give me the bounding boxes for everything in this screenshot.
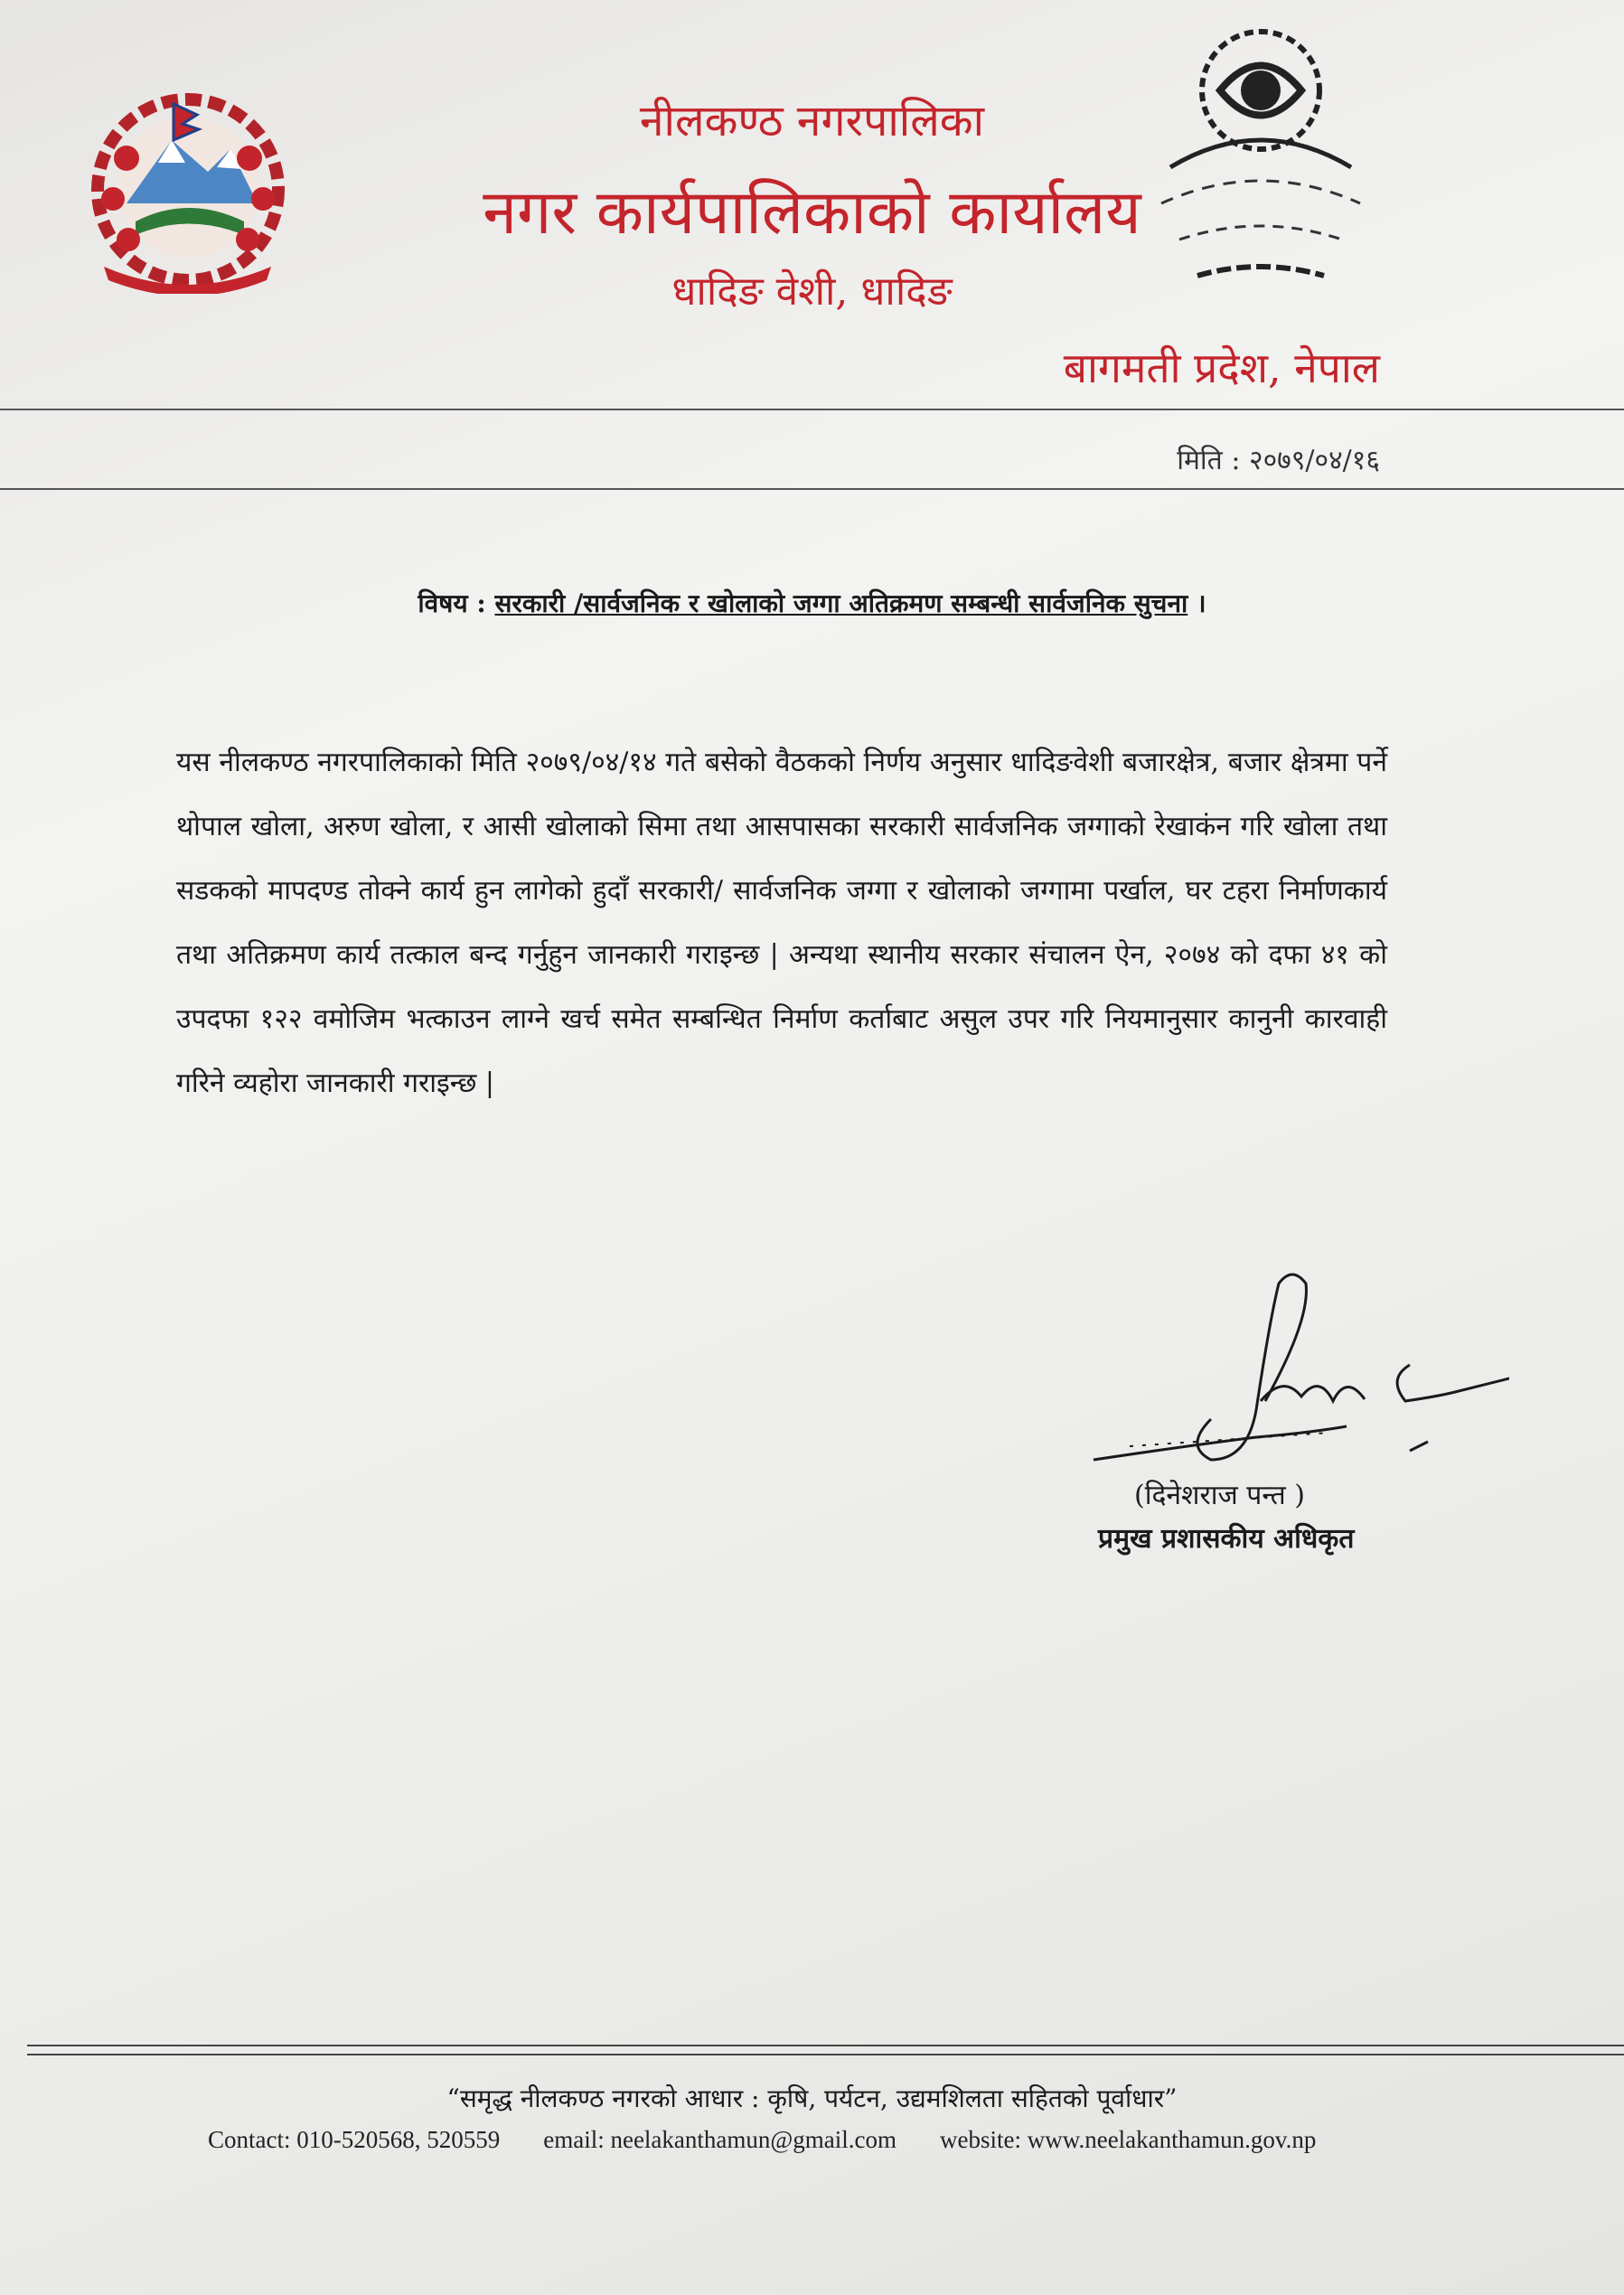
footer-phone: Contact: 010-520568, 520559 <box>208 2126 501 2153</box>
province-name: बागमती प्रदेश, नेपाल <box>1063 343 1380 392</box>
subject-text: सरकारी /सार्वजनिक र खोलाको जग्गा अतिक्रमण सम्बन्धी सार्वजनिक सुचना <box>494 588 1188 618</box>
office-name: नगर कार्यपालिकाको कार्यालय <box>483 177 1141 249</box>
date-value: : २०७९/०४/१६ <box>1231 445 1380 476</box>
footer-email: email: neelakanthamun@gmail.com <box>543 2126 896 2153</box>
footer-rule-bottom <box>27 2054 1624 2055</box>
signatory-title: प्रमुख प्रशासकीय अधिकृत <box>1098 1523 1355 1555</box>
subject-label: विषय : <box>418 588 486 618</box>
municipality-name: नीलकण्ठ नगरपालिका <box>639 96 985 146</box>
header-rule <box>0 409 1624 410</box>
footer-motto: “समृद्ध नीलकण्ठ नगरको आधार : कृषि, पर्यटन, उद्यमशिलता सहितको पूर्वाधार” <box>446 2083 1178 2113</box>
subject-line <box>0 586 1624 620</box>
footer-contact-line <box>208 2126 1359 2154</box>
notice-body: यस नीलकण्ठ नगरपालिकाको मिति २०७९/०४/१४ गते बसेको वैठकको निर्णय अनुसार धादिङवेशी बजारक्षेत्र, बजार क्षेत्रमा पर्ने थोपाल खोला, अरुण खोला, र आसी खोलाको सिमा तथा आसपासका सरकारी सार्वजनिक जग्गाको रेखाकंन गरि खोला तथा सडकको मापदण्ड तोक्ने कार्य हुन लागेको हुदाँ सरकारी/ सार्वजनिक जग्गा र खोलाको जग्गामा पर्खाल, घर टहरा निर्माणकार्य तथा अतिक्रमण कार्य तत्काल बन्द गर्नुहुन जानकारी गराइन्छ | अन्यथा स्थानीय सरकार संचालन ऐन, २०७४ को दफा ४१ को उपदफा १२२ वमोजिम भत्काउन लाग्ने खर्च समेत सम्बन्धित निर्माण कर्ताबाट असुल उपर गरि नियमानुसार कानुनी कारवाही गरिने व्यहोरा जानकारी गराइन्छ | <box>176 747 1387 1099</box>
footer-rule-top <box>27 2045 1624 2046</box>
date-rule <box>0 488 1624 490</box>
footer-website: website: www.neelakanthamun.gov.np <box>939 2126 1317 2153</box>
office-stamp-icon <box>1134 14 1383 312</box>
signatory-name: (दिनेशराज पन्त ) <box>1134 1480 1305 1511</box>
date-label: मिति <box>1177 445 1223 476</box>
subject-end: । <box>1197 588 1206 618</box>
office-address: धादिङ वेशी, धादिङ <box>671 268 953 315</box>
signature-icon <box>1075 1265 1509 1482</box>
date-line <box>1177 440 1380 477</box>
